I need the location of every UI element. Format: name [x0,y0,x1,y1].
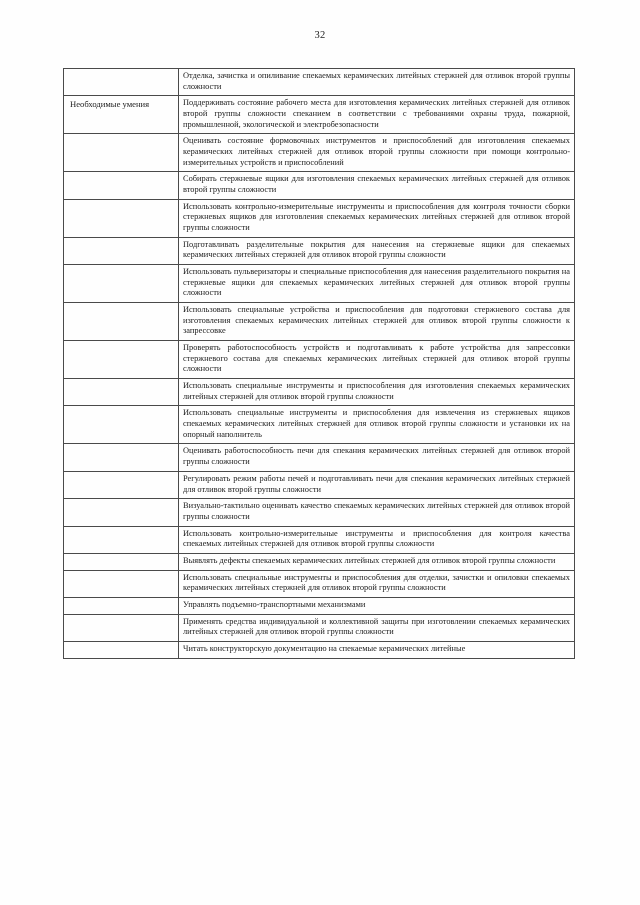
table-row [64,444,575,471]
row-text: Подготавливать разделительные покрытия для нанесения на стержневые ящики для спекаемых керамических литейных стержней для отливок второй группы сложности [179,237,575,264]
table-row [64,570,575,597]
row-text: Оценивать состояние формовочных инструментов и приспособлений для изготовления спекаемых керамических литейных стержней для отливок второй группы сложности при помощи контрольно-измерительных устройств и приспособлений [179,134,575,172]
row-label [64,172,179,199]
row-label [64,614,179,641]
row-label [64,570,179,597]
row-label [64,199,179,237]
table-row [64,341,575,379]
row-text: Выявлять дефекты спекаемых керамических литейных стержней для отливок второй группы сложности [179,553,575,570]
row-label [64,406,179,444]
row-label [64,597,179,614]
row-text: Использовать специальные устройства и приспособления для подготовки стержневого состава для изготовления спекаемых керамических литейных стержней для отливок второй группы сложности к запрессовке [179,303,575,341]
row-label [64,303,179,341]
row-text: Проверять работоспособность устройств и подготавливать к работе устройства для запрессовки стержневого состава для спекаемых керамических литейных стержней для отливок второй группы сложности [179,341,575,379]
row-text: Регулировать режим работы печей и подготавливать печи для спекания керамических литейных стержней для отливок второй группы сложности [179,471,575,498]
row-text: Использовать специальные инструменты и приспособления для извлечения из стержневых ящиков спекаемых керамических литейных стержней для отливок второй группы сложности и установки их на опорный наполнитель [179,406,575,444]
row-text: Использовать специальные инструменты и приспособления для изготовления спекаемых керамических литейных стержней для отливок второй группы сложности [179,379,575,406]
row-label [64,526,179,553]
row-text: Собирать стержневые ящики для изготовления спекаемых керамических литейных стержней для отливок второй группы сложности [179,172,575,199]
row-label [64,641,179,658]
table-row [64,526,575,553]
row-label [64,553,179,570]
table-body [64,69,575,659]
table-row [64,379,575,406]
table-row [64,134,575,172]
table-row [64,641,575,658]
table-row [64,499,575,526]
row-label [64,265,179,303]
row-label [64,237,179,264]
row-label [64,134,179,172]
row-text: Оценивать работоспособность печи для спекания керамических литейных стержней для отливок второй группы сложности [179,444,575,471]
table-row [64,265,575,303]
row-text: Использовать контрольно-измерительные инструменты и приспособления для контроля точности сборки стержневых ящиков для изготовления спекаемых керамических литейных стержней для отливок второй группы сложности [179,199,575,237]
page-number: 32 [314,30,326,41]
requirements-table [63,68,575,659]
table-row [64,237,575,264]
row-label [64,444,179,471]
row-label [64,499,179,526]
row-label [64,471,179,498]
table-row [64,471,575,498]
table-row [64,406,575,444]
row-text: Применять средства индивидуальной и коллективной защиты при изготовлении спекаемых керамических литейных стержней для отливок второй группы сложности [179,614,575,641]
table-row [64,597,575,614]
row-label [64,341,179,379]
row-text: Визуально-тактильно оценивать качество спекаемых керамических литейных стержней для отливок второй группы сложности [179,499,575,526]
row-text: Управлять подъемно-транспортными механизмами [179,597,575,614]
table-row [64,96,575,134]
row-text: Читать конструкторскую документацию на спекаемые керамических литейные [179,641,575,658]
table-row [64,303,575,341]
row-text: Использовать контрольно-измерительные инструменты и приспособления для контроля качества спекаемых литейных стержней для отливок второй группы сложности [179,526,575,553]
table-row [64,69,575,96]
table-row [64,199,575,237]
row-label: Необходимые умения [64,96,179,134]
table-row [64,172,575,199]
row-label [64,69,179,96]
table-row [64,553,575,570]
row-text: Использовать пульверизаторы и специальные приспособления для нанесения разделительного покрытия на стержневые ящики для спекаемых керамических литейных стержней для отливок второй группы сложности [179,265,575,303]
row-text: Отделка, зачистка и опиливание спекаемых керамических литейных стержней для отливок второй группы сложности [179,69,575,96]
row-text: Поддерживать состояние рабочего места для изготовления керамических литейных стержней для отливок второй группы сложности спеканием в соответствии с требованиями охраны труда, пожарной, промышленной, экологической и электробезопасности [179,96,575,134]
row-label [64,379,179,406]
row-text: Использовать специальные инструменты и приспособления для отделки, зачистки и опиловки спекаемых керамических литейных стержней для отливок второй группы сложности [179,570,575,597]
table-row [64,614,575,641]
